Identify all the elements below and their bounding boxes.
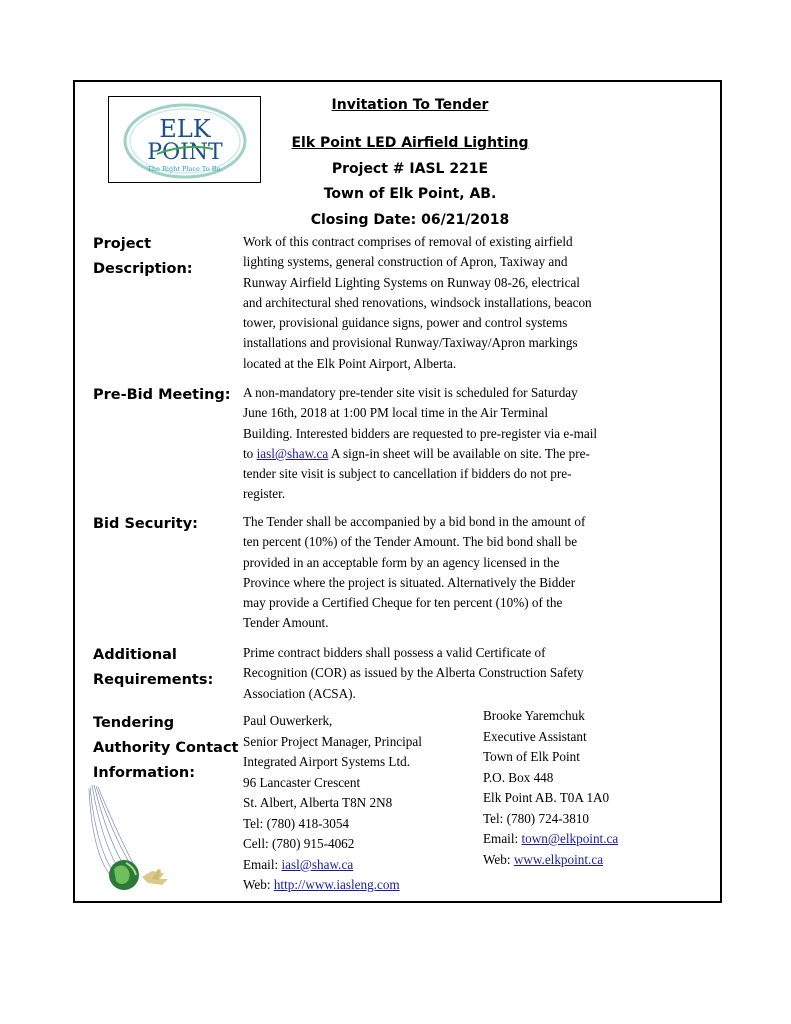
contact-name: Brooke Yaremchuk	[483, 708, 585, 723]
label-line: Authority Contact	[93, 740, 239, 756]
text-line: Tender Amount.	[243, 615, 329, 631]
contact-org: Town of Elk Point	[483, 749, 580, 764]
text-line: ten percent (10%) of the Tender Amount. The bid bond shall be	[243, 534, 578, 550]
contact-tel: Tel: (780) 724-3810	[483, 810, 590, 826]
web-label: Web:	[483, 851, 514, 867]
text-line: may provide a Certified Cheque for ten percent (10%) of the	[243, 595, 563, 611]
project-location: Town of Elk Point, AB.	[323, 186, 497, 202]
text-line: June 16th, 2018 at 1:00 PM local time in the Air Terminal	[243, 405, 549, 421]
text-line: lighting systems, general construction of Apron, Taxiway and	[243, 254, 568, 270]
text-line	[243, 444, 693, 464]
contact-city: Elk Point AB. T0A 1A0	[483, 790, 610, 805]
text-line: Recognition (COR) as issued by the Alberta Construction Safety	[243, 665, 584, 681]
label-bid-security	[93, 512, 238, 537]
contact-web-link[interactable]: http://www.iasleng.com	[273, 877, 400, 892]
bid-security-text	[243, 512, 693, 634]
text-line: tower, provisional guidance signs, power and control systems	[243, 315, 568, 331]
town-email-link[interactable]: town@elkpoint.ca	[521, 831, 619, 846]
text-line: Building. Interested bidders are requested to pre-register via e-mail	[243, 425, 598, 441]
text-line: provided in an acceptable form by an agency licensed in the	[243, 554, 560, 570]
contact-name: Paul Ouwerkerk,	[243, 713, 333, 728]
project-name: Elk Point LED Airfield Lighting	[291, 135, 529, 151]
label-line: Bid Security:	[93, 516, 198, 532]
contact-po-box: P.O. Box 448	[483, 769, 554, 785]
text-line: Province where the project is situated. Alternatively the Bidder	[243, 574, 576, 590]
text-line: and architectural shed renovations, windsock installations, beacon	[243, 294, 592, 310]
label-tendering-authority-contact	[93, 711, 238, 786]
label-line: Tendering	[93, 715, 175, 731]
contact-right	[483, 706, 618, 870]
contact-web-line	[243, 875, 422, 896]
label-line: Project	[93, 236, 152, 252]
label-additional-requirements	[93, 643, 238, 693]
contact-cell: Cell: (780) 915-4062	[243, 836, 355, 851]
project-number: Project # IASL 221E	[331, 161, 489, 177]
text-line: A non-mandatory pre-tender site visit is scheduled for Saturday	[243, 385, 578, 400]
label-line: Information:	[93, 765, 196, 781]
label-line: Description:	[93, 261, 193, 277]
contact-street: 96 Lancaster Crescent	[243, 774, 361, 790]
contact-title: Senior Project Manager, Principal	[243, 733, 422, 749]
text-line: Prime contract bidders shall possess a valid Certificate of	[243, 645, 546, 660]
text-line: tender site visit is subject to cancellation if bidders do not pre-	[243, 466, 572, 482]
globe-comet-icon	[86, 783, 186, 895]
logo-tagline: The Right Place To Be.	[147, 165, 223, 173]
label-pre-bid-meeting	[93, 383, 238, 408]
logo-text-point: POINT	[147, 140, 223, 165]
email-label: Email:	[243, 856, 282, 872]
text-fragment: to	[243, 445, 257, 461]
contact-left	[243, 711, 422, 896]
label-line: Additional	[93, 647, 177, 663]
text-line: Runway Airfield Lighting Systems on Runway 08-26, electrical	[243, 274, 580, 290]
contact-email-link[interactable]: iasl@shaw.ca	[281, 856, 354, 872]
text-line: The Tender shall be accompanied by a bid bond in the amount of	[243, 514, 586, 529]
text-line: Association (ACSA).	[243, 685, 356, 701]
doc-title: Invitation To Tender	[331, 97, 489, 113]
additional-requirements-text	[243, 643, 693, 704]
closing-date: Closing Date: 06/21/2018	[310, 212, 510, 228]
label-project-description	[93, 232, 238, 282]
elk-point-logo	[108, 96, 261, 183]
text-line: register.	[243, 486, 286, 502]
text-line: installations and provisional Runway/Taxiway/Apron markings	[243, 335, 578, 351]
contact-email-line	[243, 855, 422, 876]
text-line: Work of this contract comprises of removal of existing airfield	[243, 234, 573, 249]
pre-bid-email-link[interactable]: iasl@shaw.ca	[256, 445, 329, 461]
label-line: Requirements:	[93, 672, 214, 688]
contact-company: Integrated Airport Systems Ltd.	[243, 754, 411, 769]
contact-title: Executive Assistant	[483, 728, 587, 744]
contact-web-line	[483, 850, 618, 871]
label-line: Pre-Bid Meeting:	[93, 387, 231, 403]
project-description-text	[243, 232, 693, 374]
contact-city: St. Albert, Alberta T8N 2N8	[243, 795, 393, 810]
contact-tel: Tel: (780) 418-3054	[243, 815, 350, 831]
web-label: Web:	[243, 877, 274, 892]
pre-bid-text	[243, 383, 693, 505]
text-line: located at the Elk Point Airport, Alberta.	[243, 355, 457, 371]
logo-text-elk: ELK	[159, 115, 211, 143]
contact-email-line	[483, 829, 618, 850]
town-web-link[interactable]: www.elkpoint.ca	[513, 851, 604, 867]
text-fragment: A sign-in sheet will be available on site. The pre-	[328, 445, 590, 461]
email-label: Email:	[483, 831, 522, 846]
